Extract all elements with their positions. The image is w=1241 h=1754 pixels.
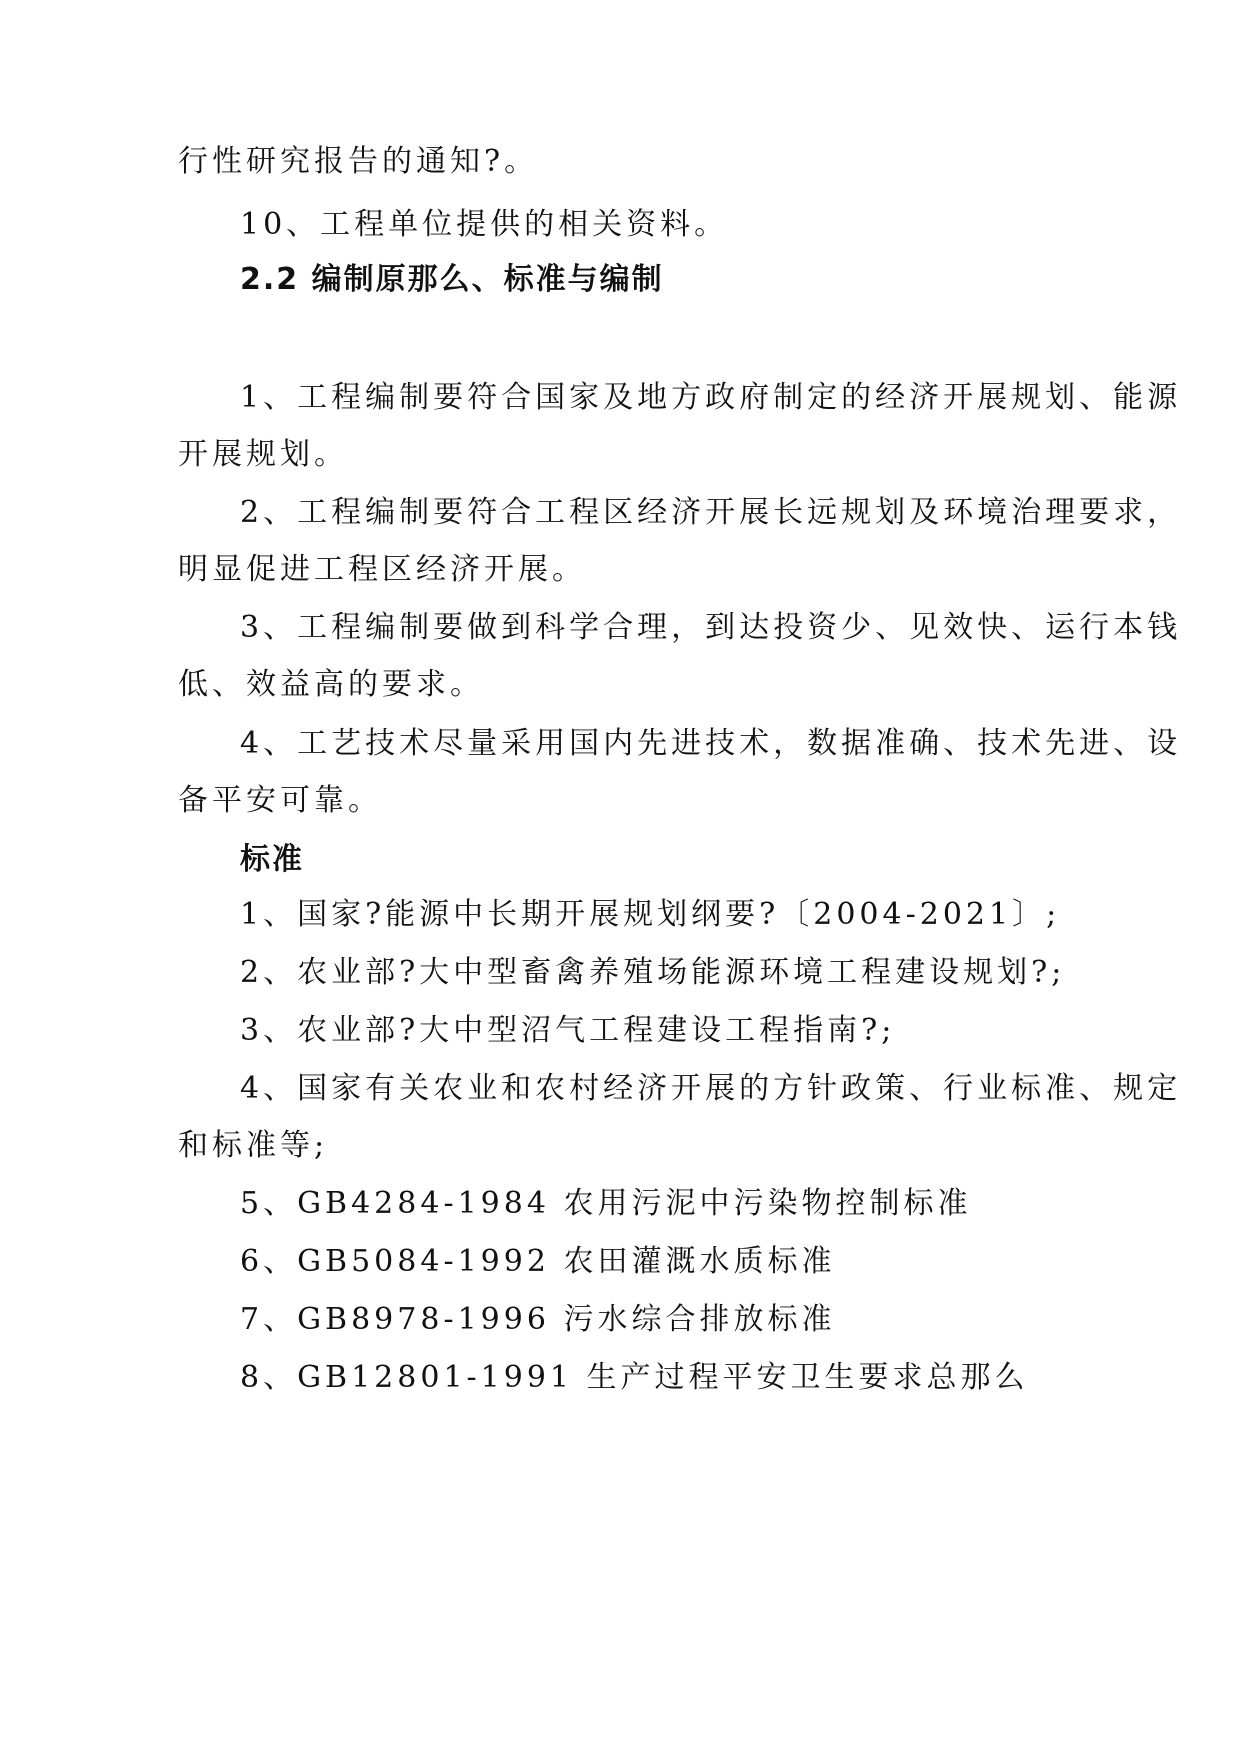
principle-4-line-1: 4、工艺技术尽量采用国内先进技术，数据准确、技术先进、设 (240, 726, 1182, 761)
principle-3-line-2: 低、效益高的要求。 (178, 667, 484, 702)
standard-item-7: 7、GB8978-1996 污水综合排放标准 (240, 1302, 836, 1337)
principle-2-line-2: 明显促进工程区经济开展。 (178, 552, 586, 587)
intro-tail-text: 行性研究报告的通知?。 (178, 144, 539, 179)
section-heading: 2.2 编制原那么、标准与编制 (240, 262, 664, 297)
standard-item-8: 8、GB12801-1991 生产过程平安卫生要求总那么 (240, 1360, 1029, 1395)
standard-item-3: 3、农业部?大中型沼气工程建设工程指南?; (240, 1013, 896, 1048)
item-10-text: 10、工程单位提供的相关资料。 (240, 207, 729, 242)
standard-item-4: 4、国家有关农业和农村经济开展的方针政策、行业标准、规定 (240, 1071, 1182, 1106)
standard-item-2: 2、农业部?大中型畜禽养殖场能源环境工程建设规划?; (240, 955, 1066, 990)
principle-3-line-1: 3、工程编制要做到科学合理，到达投资少、见效快、运行本钱 (240, 610, 1182, 645)
standard-item-4-cont: 和标准等; (178, 1128, 329, 1163)
principle-2-line-1: 2、工程编制要符合工程区经济开展长远规划及环境治理要求， (240, 495, 1182, 530)
standard-item-5: 5、GB4284-1984 农用污泥中污染物控制标准 (240, 1186, 972, 1221)
principle-1-line-1: 1、工程编制要符合国家及地方政府制定的经济开展规划、能源 (240, 380, 1182, 415)
standard-item-1: 1、国家?能源中长期开展规划纲要?〔2004-2021〕; (240, 897, 1061, 932)
standard-item-6: 6、GB5084-1992 农田灌溉水质标准 (240, 1244, 836, 1279)
standards-heading: 标准 (240, 842, 304, 877)
principle-4-line-2: 备平安可靠。 (178, 783, 382, 818)
principle-1-line-2: 开展规划。 (178, 437, 348, 472)
